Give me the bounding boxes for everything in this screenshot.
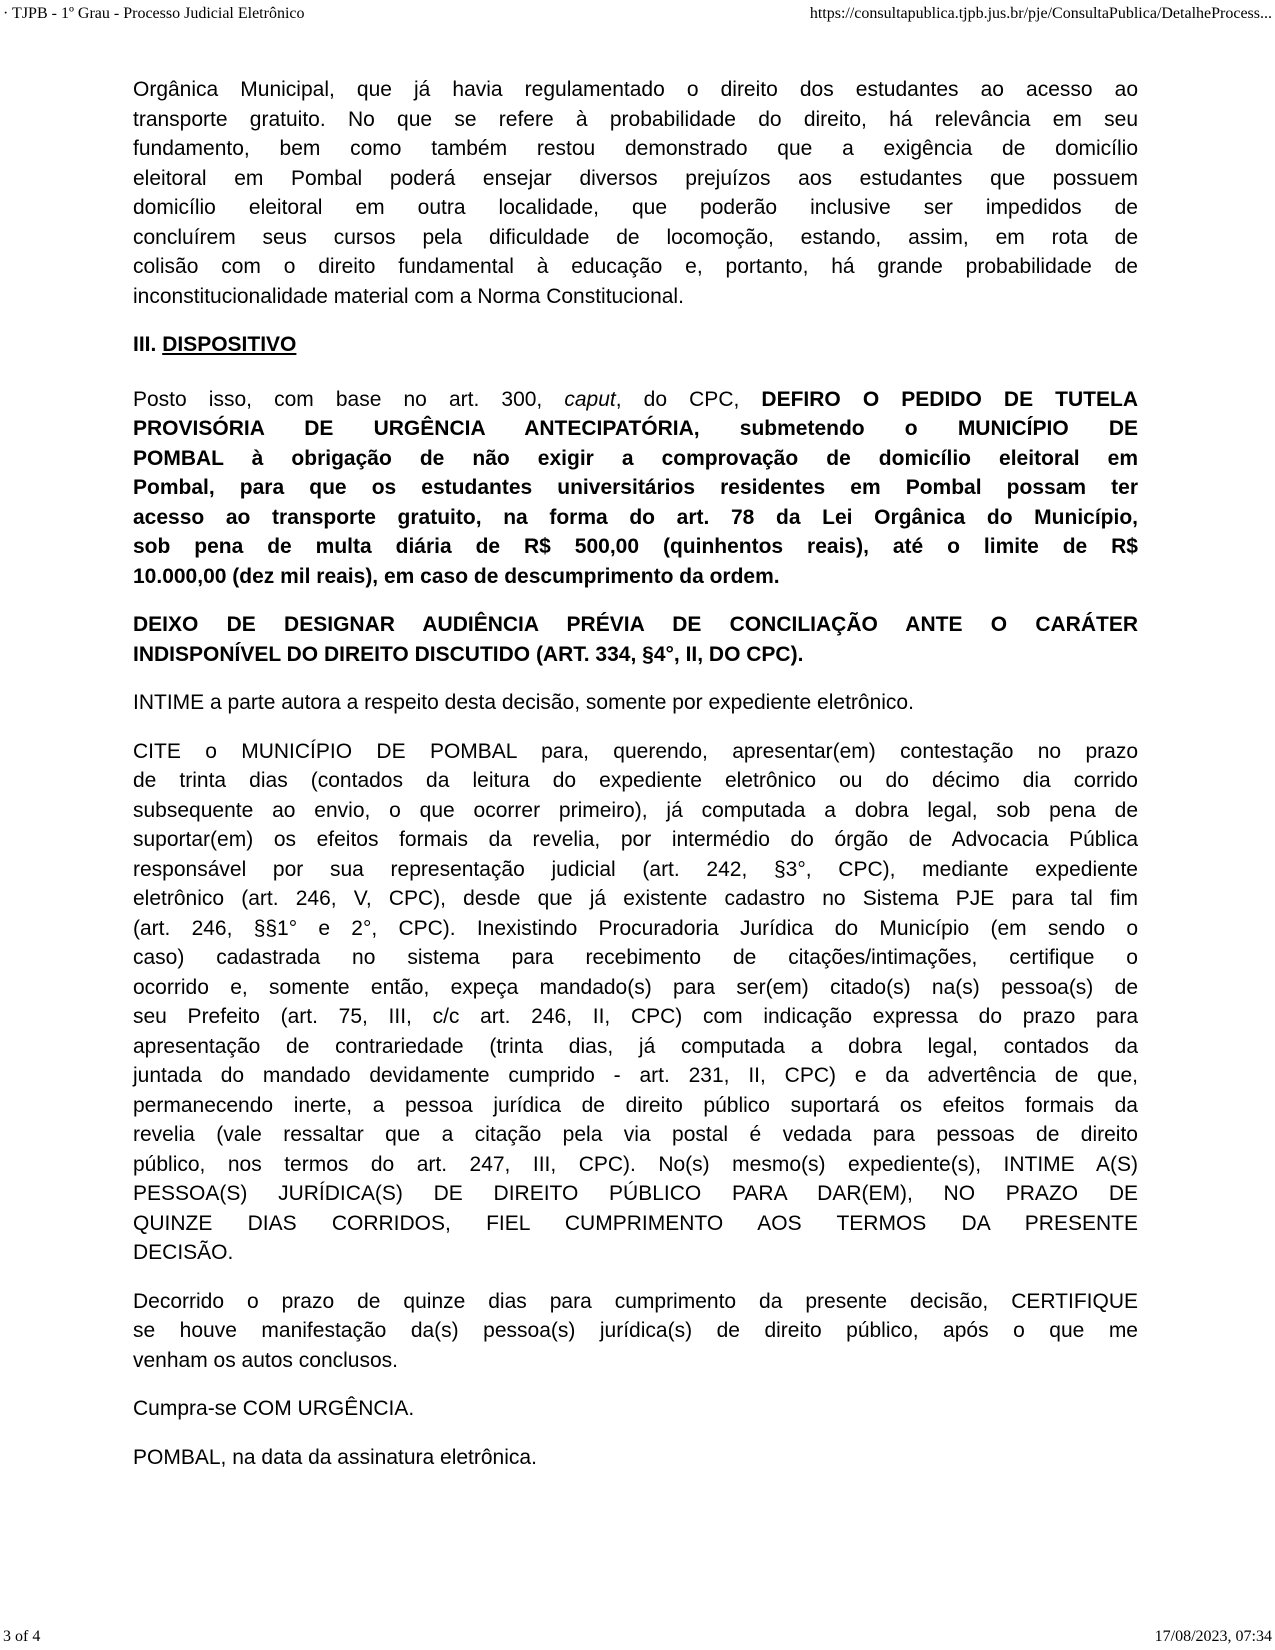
text-segment: concluírem seus cursos pela dificuldade de locomoção, estando, assim, em rota de [133, 225, 1138, 249]
text-line [133, 825, 1138, 855]
text-segment: 10.000,00 (dez mil reais), em caso de descumprimento da ordem. [133, 564, 780, 588]
section-number: III. [133, 333, 163, 356]
document-body [133, 75, 1138, 1491]
text-line [133, 385, 1138, 415]
text-segment: (art. 246, §§1° e 2°, CPC). Inexistindo Procuradoria Jurídica do Município (em sendo o [133, 916, 1138, 940]
text-line [133, 223, 1138, 253]
text-segment: inconstitucionalidade material com a Norma Constitucional. [133, 284, 684, 308]
text-segment: INTIME a parte autora a respeito desta decisão, somente por expediente eletrônico. [133, 691, 914, 714]
text-segment: apresentação de contrariedade (trinta dias, já computada a dobra legal, contados da [133, 1034, 1138, 1058]
text-segment: permanecendo inerte, a pessoa jurídica de direito público suportará os efeitos formais da [133, 1093, 1138, 1117]
text-line [133, 855, 1138, 885]
section-title: DISPOSITIVO [162, 333, 297, 356]
text-line [133, 640, 1138, 670]
section-heading [133, 330, 1138, 360]
text-segment: público, nos termos do art. 247, III, CPC). No(s) mesmo(s) expediente(s), INTIME A(S) [133, 1152, 1138, 1176]
print-header [3, 5, 1272, 23]
text-segment: fundamento, bem como também restou demonstrado que a exigência de domicílio [133, 137, 1138, 160]
text-segment: suportar(em) os efeitos formais da revelia, por intermédio do órgão de Advocacia Pública [133, 828, 1138, 851]
text-segment: Orgânica Municipal, que já havia regulamentado o direito dos estudantes ao acesso ao [133, 78, 1138, 101]
text-line [133, 1287, 1138, 1317]
text-line [133, 1091, 1138, 1121]
text-segment: se houve manifestação da(s) pessoa(s) jurídica(s) de direito público, após o que me [133, 1319, 1138, 1342]
text-line [133, 473, 1138, 503]
text-segment: Posto isso, com base no art. 300, [133, 387, 565, 411]
text-segment: acesso ao transporte gratuito, na forma do art. 78 da Lei Orgânica do Município, [133, 505, 1138, 529]
text-segment: seu Prefeito (art. 75, III, c/c art. 246, II, CPC) com indicação expressa do prazo para [133, 1005, 1138, 1028]
print-footer [3, 1628, 1272, 1646]
text-segment: DECISÃO. [133, 1241, 234, 1264]
text-segment: caso) cadastrada no sistema para recebimento de citações/intimações, certifique o [133, 946, 1138, 969]
text-line [133, 193, 1138, 223]
text-line [133, 1032, 1138, 1062]
text-line [133, 973, 1138, 1003]
text-line [133, 796, 1138, 826]
paragraph [133, 75, 1138, 311]
text-line [133, 688, 1138, 718]
text-line [133, 562, 1138, 592]
text-line [133, 1238, 1138, 1268]
text-segment: revelia (vale ressaltar que a citação pela via postal é vedada para pessoas de direito [133, 1123, 1138, 1146]
text-segment: eleitoral em Pombal poderá ensejar diversos prejuízos aos estudantes que possuem [133, 166, 1138, 190]
text-line [133, 943, 1138, 973]
text-segment: , do CPC, [615, 387, 762, 411]
text-segment: transporte gratuito. No que se refere à probabilidade do direito, há relevância em seu [133, 107, 1138, 131]
text-line [133, 1316, 1138, 1346]
text-line [133, 884, 1138, 914]
text-line [133, 1394, 1138, 1424]
text-segment: POMBAL, na data da assinatura eletrônica. [133, 1445, 537, 1469]
text-line [133, 282, 1138, 312]
text-line [133, 737, 1138, 767]
text-segment: sob pena de multa diária de R$ 500,00 (quinhentos reais), até o limite de R$ [133, 535, 1138, 558]
text-segment: de trinta dias (contados da leitura do expediente eletrônico ou do décimo dia corrido [133, 769, 1138, 792]
paragraph [133, 385, 1138, 592]
text-segment: DEFIRO O PEDIDO DE TUTELA [761, 387, 1138, 411]
text-segment: caput [564, 387, 616, 411]
text-line [133, 1443, 1138, 1473]
text-line [133, 444, 1138, 474]
paragraph [133, 1394, 1138, 1424]
paragraph [133, 1443, 1138, 1473]
text-line [133, 1150, 1138, 1180]
text-segment: eletrônico (art. 246, V, CPC), desde que já existente cadastro no Sistema PJE para tal fim [133, 887, 1138, 910]
print-header-title: · TJPB - 1º Grau - Processo Judicial Eletrônico [3, 5, 305, 22]
paragraph [133, 688, 1138, 718]
text-line [133, 610, 1138, 640]
text-line [133, 1179, 1138, 1209]
text-segment: colisão com o direito fundamental à educação e, portanto, há grande probabilidade de [133, 255, 1138, 278]
text-segment: subsequente ao envio, o que ocorrer primeiro), já computada a dobra legal, sob pena de [133, 798, 1138, 822]
text-line [133, 1120, 1138, 1150]
text-segment: INDISPONÍVEL DO DIREITO DISCUTIDO (ART. 334, §4°, II, DO CPC). [133, 642, 804, 666]
print-timestamp: 17/08/2023, 07:34 [1154, 1628, 1272, 1645]
text-line [133, 134, 1138, 164]
paragraph [133, 737, 1138, 1268]
text-segment: responsável por sua representação judicial (art. 242, §3°, CPC), mediante expediente [133, 857, 1138, 881]
text-segment: venham os autos conclusos. [133, 1348, 398, 1372]
text-segment: CITE o MUNICÍPIO DE POMBAL para, querendo, apresentar(em) contestação no prazo [133, 739, 1138, 763]
text-segment: PESSOA(S) JURÍDICA(S) DE DIREITO PÚBLICO PARA DAR(EM), NO PRAZO DE [133, 1182, 1138, 1205]
text-segment: PROVISÓRIA DE URGÊNCIA ANTECIPATÓRIA, submetendo o MUNICÍPIO DE [133, 417, 1138, 440]
text-segment: domicílio eleitoral em outra localidade, que poderão inclusive ser impedidos de [133, 196, 1138, 219]
text-segment: juntada do mandado devidamente cumprido - art. 231, II, CPC) e da advertência de que, [133, 1064, 1138, 1087]
print-header-url: https://consultapublica.tjpb.jus.br/pje/ConsultaPublica/DetalheProcess... [809, 5, 1272, 22]
text-line [133, 532, 1138, 562]
text-line [133, 414, 1138, 444]
text-line [133, 105, 1138, 135]
text-line [133, 503, 1138, 533]
text-segment: Cumpra-se COM URGÊNCIA. [133, 1397, 415, 1420]
text-line [133, 766, 1138, 796]
text-line [133, 1002, 1138, 1032]
paragraph [133, 1287, 1138, 1376]
text-segment: Decorrido o prazo de quinze dias para cumprimento da presente decisão, CERTIFIQUE [133, 1289, 1138, 1313]
text-line [133, 1346, 1138, 1376]
text-segment: Pombal, para que os estudantes universitários residentes em Pombal possam ter [133, 476, 1138, 499]
text-line [133, 252, 1138, 282]
text-segment: ocorrido e, somente então, expeça mandado(s) para ser(em) citado(s) na(s) pessoa(s) de [133, 975, 1138, 999]
text-line [133, 1061, 1138, 1091]
text-segment: QUINZE DIAS CORRIDOS, FIEL CUMPRIMENTO AOS TERMOS DA PRESENTE [133, 1211, 1138, 1235]
text-line [133, 75, 1138, 105]
text-line [133, 914, 1138, 944]
paragraph [133, 610, 1138, 669]
text-line [133, 1209, 1138, 1239]
page-indicator: 3 of 4 [3, 1628, 41, 1645]
text-segment: POMBAL à obrigação de não exigir a comprovação de domicílio eleitoral em [133, 446, 1138, 470]
text-line [133, 164, 1138, 194]
text-segment: DEIXO DE DESIGNAR AUDIÊNCIA PRÉVIA DE CONCILIAÇÃO ANTE O CARÁTER [133, 613, 1138, 636]
